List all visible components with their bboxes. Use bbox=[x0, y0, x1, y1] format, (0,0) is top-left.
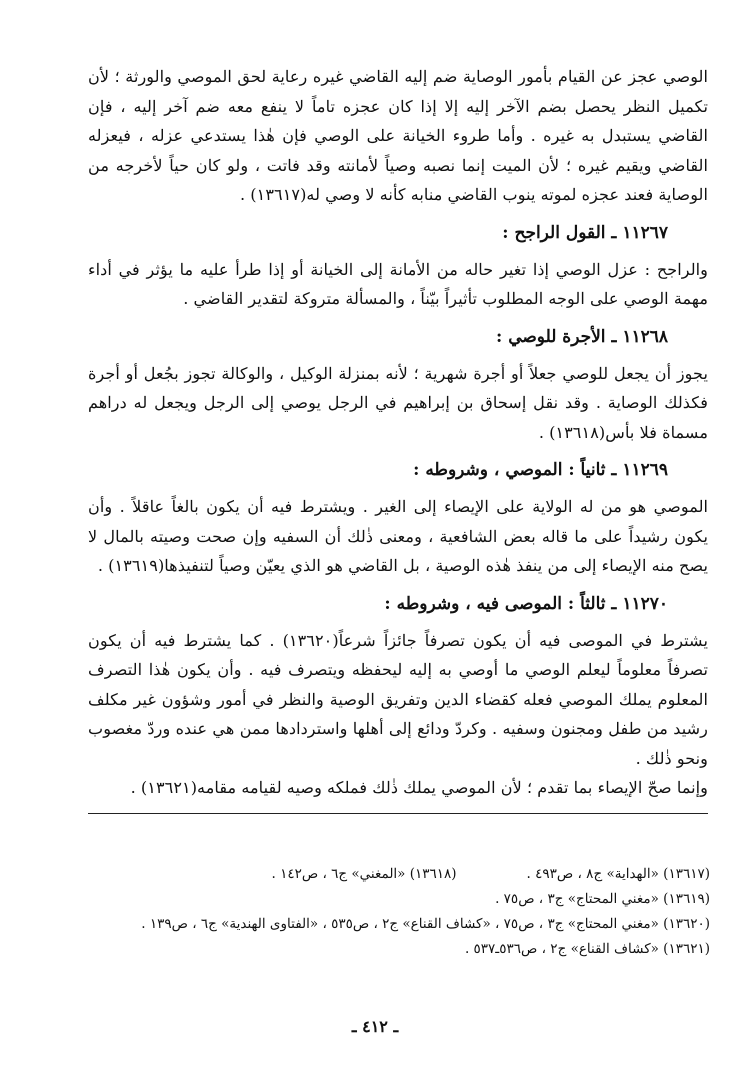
footnote-separator bbox=[88, 813, 708, 814]
section-heading: ١١٢٦٨ ـ الأجرة للوصي : bbox=[496, 326, 668, 347]
paragraph: يجوز أن يجعل للوصي جعلاً أو أجرة شهرية ؛ لأنه بمنزلة الوكيل ، والوكالة تجوز بجُعل أو أجرة فكذلك الوصاية . وقد نقل إسحاق بن إبراهيم في الرجل يوصي إلى الرجل ويجعل له دراهم مسماة فلا بأس(١٣٦١٨) . bbox=[88, 363, 708, 442]
footnote-row bbox=[80, 887, 710, 912]
footnote-row bbox=[80, 937, 710, 962]
section-heading: ١١٢٦٧ ـ القول الراجح : bbox=[502, 222, 668, 243]
footnote-row bbox=[80, 862, 710, 887]
section-heading: ١١٢٧٠ ـ ثالثاً : الموصى فيه ، وشروطه : bbox=[384, 593, 668, 614]
footnote: (١٣٦٢٠) «مغني المحتاج» ج٣ ، ص٧٥ ، «كشاف القناع» ج٢ ، ص٥٣٥ ، «الفتاوى الهندية» ج٦ ، ص١٣٩ . bbox=[141, 916, 710, 932]
paragraph: الموصي هو من له الولاية على الإيصاء إلى الغير . ويشترط فيه أن يكون بالغاً عاقلاً . وأن يكون رشيداً على ما قاله بعض الشافعية ، ومعنى ذٰلك أن السفيه وإن صحت وصيته بالمال لا يصح منه الإيصاء إلى من ينفذ هٰذه الوصية ، بل القاضي هو الذي يعيّن وصياً لتنفيذها(١٣٦١٩) . bbox=[88, 497, 708, 575]
footnote-row bbox=[80, 912, 710, 937]
page-number: ـ ٤١٢ ـ bbox=[351, 1017, 399, 1036]
page-body bbox=[88, 62, 708, 814]
paragraph: وإنما صحّ الإيصاء بما تقدم ؛ لأن الموصي يملك ذٰلك فملكه وصيه لقيامه مقامه(١٣٦٢١) . bbox=[130, 778, 708, 797]
paragraph: والراجح : عزل الوصي إذا تغير حاله من الأمانة إلى الخيانة أو إذا طرأ عليه ما يؤثر في أداء مهمة الوصي على الوجه المطلوب تأثيراً بيّناً ، والمسألة متروكة لتقدير القاضي . bbox=[88, 259, 708, 308]
section-heading: ١١٢٦٩ ـ ثانياً : الموصي ، وشروطه : bbox=[413, 460, 668, 480]
paragraph: يشترط في الموصى فيه أن يكون تصرفاً جائزاً شرعاً(١٣٦٢٠) . كما يشترط فيه أن يكون تصرفاً معلوماً ليعلم الوصي ما أوصي به إليه ليحفظه ويتصرف فيه . وأن يكون هٰذا التصرف المعلوم يملك الموصي فعله كقضاء الدين وتفريق الوصية والنظر في أمور وشؤون غير مكلف رشيد من طفل ومجنون وسفيه . وكردّ ودائع إلى أهلها واستردادها ممن هي عنده وردّ مغصوب ونحو ذٰلك . bbox=[88, 630, 708, 768]
footnote: (١٣٦١٧) «الهداية» ج٨ ، ص٤٩٣ . bbox=[526, 866, 710, 882]
footnotes bbox=[80, 862, 710, 962]
footnote: (١٣٦١٩) «مغني المحتاج» ج٣ ، ص٧٥ . bbox=[495, 891, 710, 907]
paragraph: الوصي عجز عن القيام بأمور الوصاية ضم إليه القاضي غيره رعاية لحق الموصي والورثة ؛ لأن تكميل النظر يحصل بضم الآخر إليه إلا إذا كان عجزه تاماً لا ينفع معه ضم آخر إليه ، فإن القاضي يستبدل به غيره . وأما طروء الخيانة على الوصي فإن هٰذا يستدعي عزله ، فيعزله القاضي ويقيم غيره ؛ لأن الميت إنما نصبه وصياً لأمانته وقد فاتت ، ولو كان حياً لأخرجه من الوصاية فعند عجزه لموته ينوب القاضي منابه كأنه لا وصي له(١٣٦١٧) . bbox=[88, 67, 708, 204]
footnote: (١٣٦٢١) «كشاف القناع» ج٢ ، ص٥٣٦ـ٥٣٧ . bbox=[464, 941, 710, 957]
footnote: (١٣٦١٨) «المغني» ج٦ ، ص١٤٢ . bbox=[271, 866, 457, 882]
